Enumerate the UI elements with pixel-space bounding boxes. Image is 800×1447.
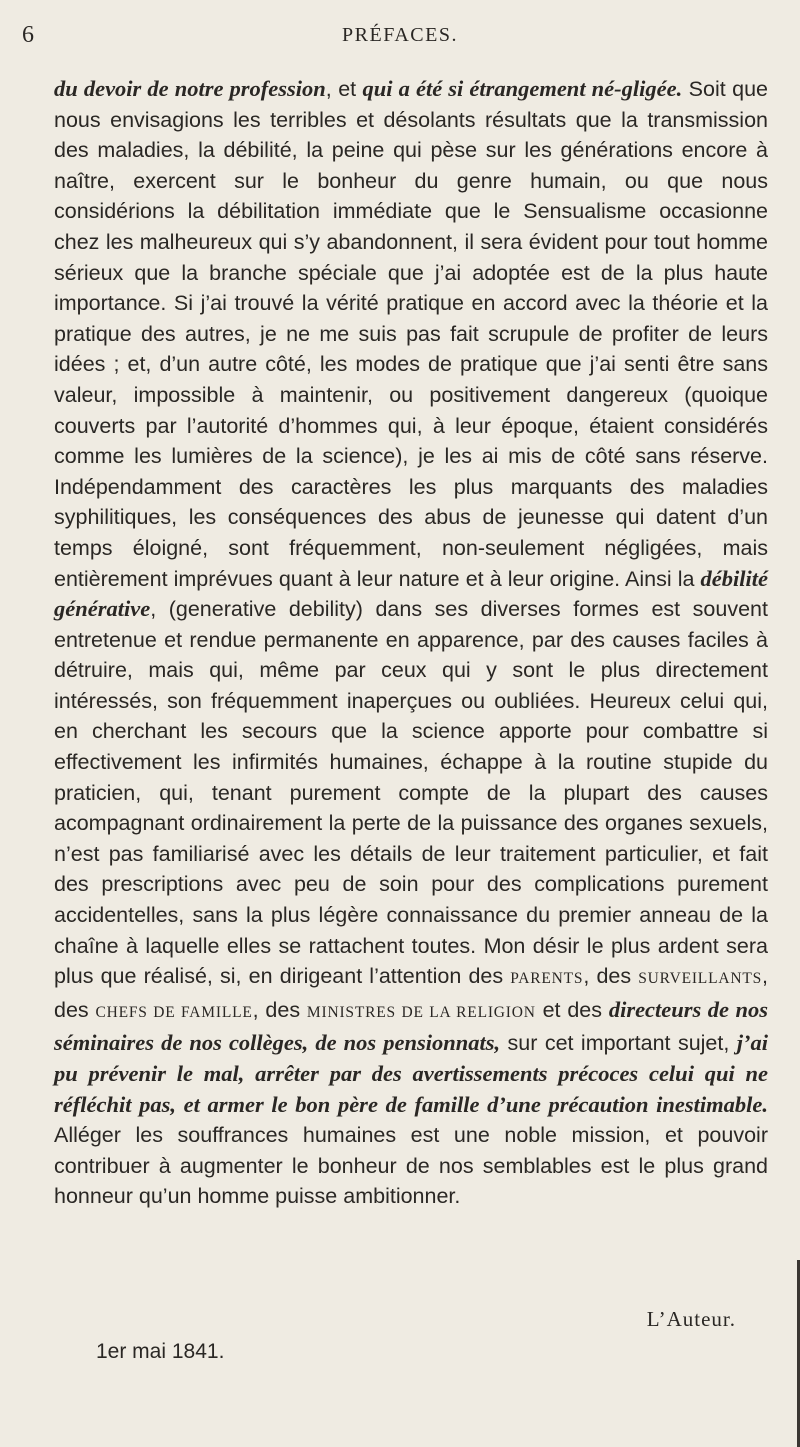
page-header: [0, 22, 800, 52]
small-caps-phrase: PARENTS: [510, 970, 584, 988]
italic-phrase: du devoir de notre profession: [54, 76, 326, 101]
text-run: sur cet important sujet,: [500, 1031, 737, 1056]
italic-phrase: débilité générative: [54, 565, 768, 622]
author-signature: L’Auteur.: [646, 1307, 736, 1331]
page-number: 6: [22, 22, 34, 48]
text-run: , des: [54, 964, 768, 1022]
italic-phrase: qui a été si étrangement né-gligée.: [362, 76, 683, 101]
preface-date: 1er mai 1841.: [96, 1340, 225, 1363]
text-run: Alléger les souffrances humaines est une noble mission, et pouvoir contribuer à augmenter le bonheur de nos semblables est le plus grand honneur qu’un homme puisse ambitionner.: [54, 1123, 768, 1209]
preface-paragraph: [54, 74, 768, 1212]
small-caps-phrase: MINISTRES DE LA RELIGION: [306, 1003, 536, 1021]
preface-body: [54, 74, 768, 1212]
text-run: et des: [535, 997, 609, 1022]
italic-phrase: directeurs de nos séminaires de nos collèges, de nos pensionnats,: [54, 996, 769, 1056]
small-caps-phrase: CHEFS DE FAMILLE: [95, 1003, 253, 1021]
text-run: Soit que nous envisagions les terribles et désolants résultats que la transmission des maladies, la débilité, la peine qui pèse sur les générations encore à naître, exercent sur le bonheur du genre humain, ou que nous considérions la débilitation immédiate que le Sensualisme occasionne chez les malheureux qui s’y abandonnent, il sera évident pour tout homme sérieux que la branche spéciale que j’ai adoptée est de la plus haute importance. Si j’ai trouvé la vérité pratique en accord avec la théorie et la pratique des autres, je ne me suis pas fait scrupule de profiter de leurs idées ; et, d’un autre côté, les modes de pratique que j’ai senti être sans valeur, impossible à maintenir, ou positivement dangereux (quoique couverts par l’autorité d’hommes qui, à leur époque, étaient considérés comme les lumières de la science), je les ai mis de côté sans réserve. Indépendamment des caractères les plus marquants des maladies syphilitiques, les conséquences des abus de jeunesse qui datent d’un temps éloigné, sont fréquemment, non-seulement négligées, mais entièrement imprévues quant à leur nature et à leur origine. Ainsi la: [54, 77, 769, 591]
small-caps-phrase: SURVEILLANTS: [638, 970, 763, 988]
text-run: , des: [583, 964, 639, 989]
italic-phrase: j’ai pu prévenir le mal, arrêter par des avertissements précoces celui qui ne réfléchit pas, et armer le bon père de famille d’une précaution inestimable.: [54, 1030, 768, 1117]
text-run: , (generative debility) dans ses diverses formes est souvent entretenue et rendue permanente en apparence, par des causes faciles à détruire, mais qui, même par ceux qui y sont le plus directement intéressés, son fréquemment inaperçues ou oubliées. Heureux celui qui, en cherchant les secours que la science apporte pour combattre si effectivement les infirmités humaines, échappe à la routine stupide du praticien, qui, tenant purement compte de la plupart des causes acompagnant ordinairement la perte de la puissance des organes sexuels, n’est pas familiarisé avec les détails de leur traitement particulier, et fait des prescriptions avec peu de soin pour des complications purement accidentelles, sans la plus légère connaissance du premier anneau de la chaîne à laquelle elles se rattachent toutes. Mon désir le plus ardent sera plus que réalisé, si, en dirigeant l’attention des: [54, 597, 768, 989]
text-run: , des: [252, 997, 307, 1022]
text-run: , et: [325, 77, 363, 101]
running-head: PRÉFACES.: [342, 24, 458, 46]
